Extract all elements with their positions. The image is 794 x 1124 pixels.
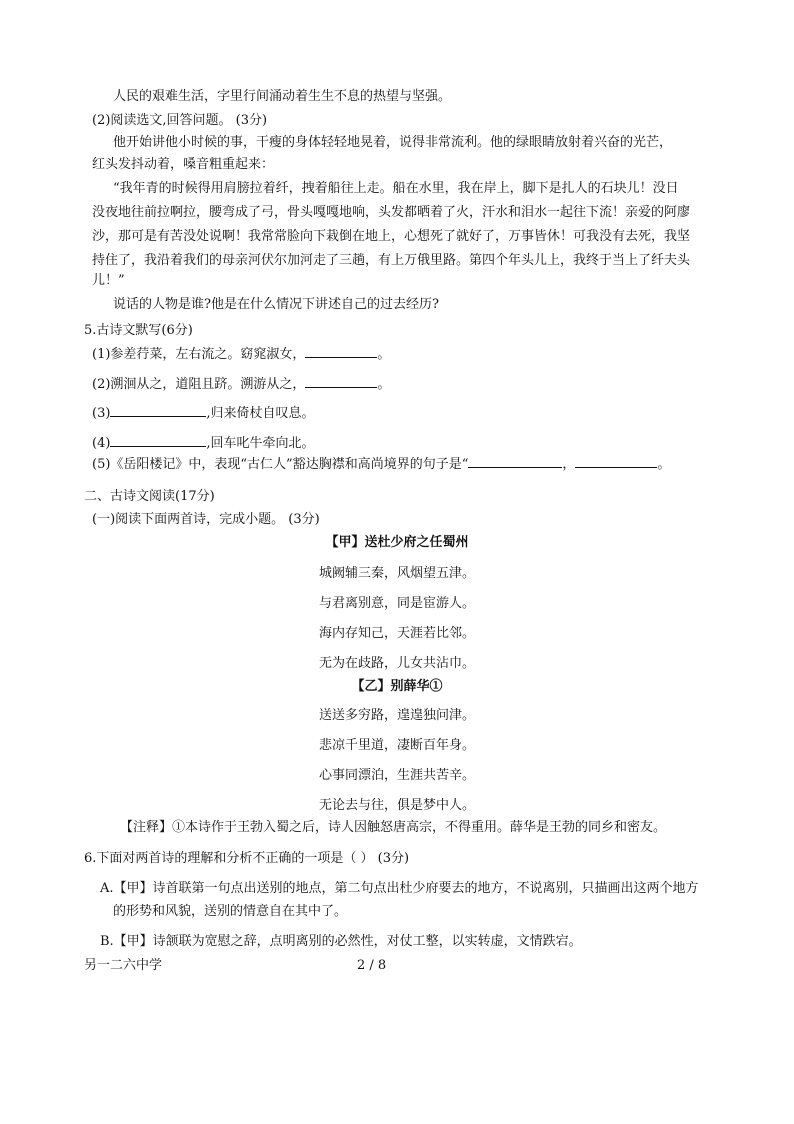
fill-in-item-1 bbox=[92, 345, 390, 364]
item-suffix: 。 bbox=[377, 377, 391, 392]
item-suffix: 。 bbox=[657, 457, 671, 472]
quote-line: 沙，那可是有苦没处说啊！我常常脸向下栽倒在地上，心想死了就好了，万事皆休！可我没有去死，我坚 bbox=[92, 229, 691, 244]
section-heading: 二、古诗文阅读(17分) bbox=[84, 489, 215, 504]
item-separator: ， bbox=[562, 457, 576, 472]
answer-blank[interactable] bbox=[305, 375, 377, 388]
answer-blank[interactable] bbox=[305, 345, 377, 358]
item-suffix: ,回车叱牛牵向北。 bbox=[206, 436, 315, 451]
text-line: 红头发抖动着，嗓音粗重起来： bbox=[92, 157, 275, 172]
fill-in-item-2 bbox=[92, 375, 390, 394]
text-line: 他开始讲他小时候的事，干瘦的身体轻轻地晃着，说得非常流利。他的绿眼睛放射着兴奋的光芒， bbox=[113, 135, 673, 150]
poem-line: 心事同漂泊，生涯共苦辛。 bbox=[318, 768, 475, 783]
item-prefix: (5)《岳阳楼记》中，表现“古仁人”豁达胸襟和高尚境界的句子是“ bbox=[92, 457, 469, 472]
item-prefix: (4) bbox=[92, 436, 111, 451]
answer-blank[interactable] bbox=[468, 455, 562, 468]
question-stem: 6.下面对两首诗的理解和分析不正确的一项是（ ） (3分) bbox=[84, 851, 410, 866]
section-heading: 5.古诗文默写(6分) bbox=[84, 323, 193, 338]
question-text: 说话的人物是谁?他是在什么情况下讲述自己的过去经历? bbox=[113, 297, 439, 312]
fill-in-item-5 bbox=[92, 455, 670, 474]
poem-line: 无为在歧路，儿女共沾巾。 bbox=[318, 656, 475, 671]
answer-blank[interactable] bbox=[110, 404, 206, 417]
answer-blank[interactable] bbox=[575, 455, 657, 468]
poem-line: 海内存知己，天涯若比邻。 bbox=[318, 626, 475, 641]
poem-line: 与君离别意，同是宦游人。 bbox=[318, 596, 475, 611]
page-number: 2 / 8 bbox=[357, 958, 387, 973]
choice-a: A.【甲】诗首联第一句点出送别的地点，第二句点出杜少府要去的地方，不说离别，只描画出这两个地方 bbox=[100, 881, 699, 896]
poem-title: 【乙】别薛华① bbox=[351, 679, 443, 694]
answer-blank[interactable] bbox=[110, 434, 206, 447]
item-prefix: (2)溯洄从之，道阻且跻。溯游从之， bbox=[92, 377, 306, 392]
quote-line: “我年青的时候得用肩膀拉着纤，拽着船往上走。船在水里，我在岸上，脚下是扎人的石块儿！没日 bbox=[113, 181, 679, 196]
item-prefix: (3) bbox=[92, 406, 111, 421]
poem-title: 【甲】送杜少府之任蜀州 bbox=[325, 535, 469, 550]
quote-line: 儿！” bbox=[92, 273, 125, 288]
item-prefix: (1)参差荇菜，左右流之。窈窕淑女， bbox=[92, 347, 306, 362]
fill-in-item-3 bbox=[92, 404, 315, 423]
item-suffix: ,归来倚杖自叹息。 bbox=[206, 406, 315, 421]
fill-in-item-4 bbox=[92, 434, 315, 453]
quote-line: 持住了，我沿着我们的母亲河伏尔加河走了三趟，有上万俄里路。第四个年头儿上，我终于当上了纤夫头 bbox=[92, 253, 691, 268]
footer-school: 另一二六中学 bbox=[84, 958, 163, 973]
poem-line: 无论去与往，俱是梦中人。 bbox=[318, 798, 475, 813]
choice-a-continued: 的形势和风貌，送别的情意自在其中了。 bbox=[113, 904, 348, 919]
poem-line: 城阙辅三秦，风烟望五津。 bbox=[318, 566, 475, 581]
item-suffix: 。 bbox=[377, 347, 391, 362]
poem-line: 送送多穷路，遑遑独问津。 bbox=[318, 708, 475, 723]
part-heading: (一)阅读下面两首诗，完成小题。 (3分) bbox=[92, 512, 320, 527]
quote-line: 没夜地往前拉啊拉，腰弯成了弓，骨头嘎嘎地响，头发都晒着了火，汗水和泪水一起往下流！亲爱的阿廖 bbox=[92, 205, 691, 220]
poem-line: 悲凉千里道，凄断百年身。 bbox=[318, 738, 475, 753]
choice-b: B.【甲】诗颔联为宽慰之辞，点明离别的必然性，对仗工整，以实转虚，文情跌宕。 bbox=[100, 934, 582, 949]
question-heading: (2)阅读选文,回答问题。 (3分) bbox=[92, 113, 268, 128]
annotation-note: 【注释】①本诗作于王勃入蜀之后，诗人因触怒唐高宗，不得重用。薛华是王勃的同乡和密友。 bbox=[120, 820, 667, 835]
text-line: 人民的艰难生活，字里行间涌动着生生不息的热望与坚强。 bbox=[113, 89, 452, 104]
